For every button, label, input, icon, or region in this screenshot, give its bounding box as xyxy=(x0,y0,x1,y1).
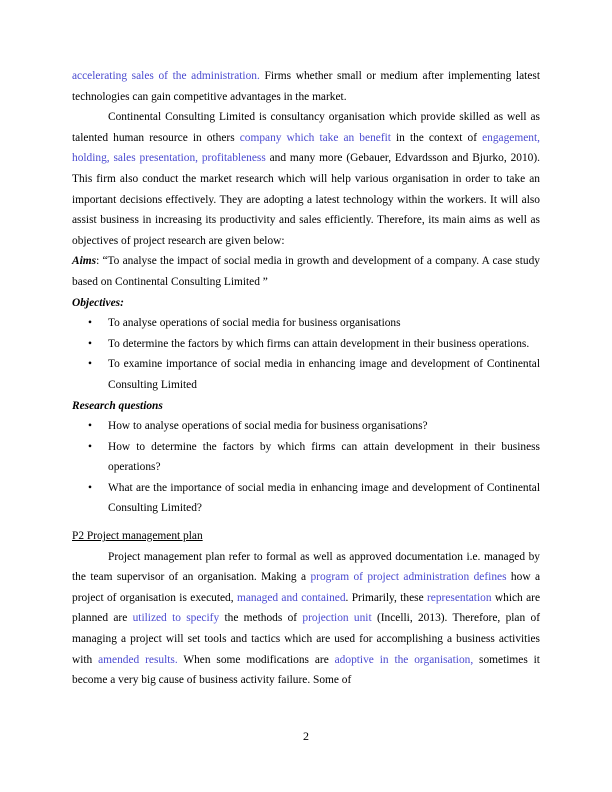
list-item: • How to determine the factors by which firms can attain development in their business operations? xyxy=(72,437,540,478)
text-run: Project management plan refer to formal as well as approved documentation i.e. managed by the team supervisor of an organisation. Making a xyxy=(72,550,540,584)
text-run: in the context of xyxy=(390,131,483,144)
highlighted-phrase: program of project administration defines xyxy=(310,571,507,584)
company-paragraph xyxy=(72,107,540,251)
highlighted-phrase: representation xyxy=(427,591,492,604)
list-item: • To examine importance of social media in enhancing image and development of Continental Consulting Limited xyxy=(72,354,540,395)
text-run: how a project of organisation is executed, xyxy=(72,571,541,604)
aims-text: : “To analyse the impact of social media in growth and development of a company. A case study based on Continental Consulting Limited ” xyxy=(72,255,540,288)
highlighted-phrase: managed and contained xyxy=(236,591,346,604)
aims-paragraph xyxy=(72,251,540,292)
text-run: Firms whether small or medium after implementing latest technologies can gain competitive advantages in the market. xyxy=(72,70,540,103)
highlighted-phrase: adoptive in the organisation, xyxy=(334,653,474,666)
text-run: Continental Consulting Limited is consultancy organisation which provide skilled as well as talented human resource in others xyxy=(72,111,540,144)
highlighted-phrase: company which take an benefit xyxy=(239,131,391,144)
highlighted-phrase: accelerating sales of the administration. xyxy=(72,70,260,82)
highlighted-phrase: amended results. xyxy=(98,653,178,666)
page-number: 2 xyxy=(303,729,309,743)
text-run: which are planned are xyxy=(72,591,540,625)
text-run: . Primarily, these xyxy=(345,591,427,604)
intro-paragraph xyxy=(72,66,540,107)
research-questions-list xyxy=(72,416,540,519)
highlighted-phrase: engagement, holding, sales presentation, profitableness xyxy=(72,131,540,165)
research-questions-heading: Research questions xyxy=(72,399,163,412)
text-run: (Incelli, 2013). Therefore, plan of managing a project will set tools and tactics which are used for accomplishing a business activities with xyxy=(72,612,540,666)
highlighted-phrase: utilized to specify xyxy=(132,612,220,625)
list-item: • How to analyse operations of social media for business organisations? xyxy=(72,416,540,437)
objectives-heading: Objectives: xyxy=(72,296,124,309)
text-run: the methods of xyxy=(219,612,303,625)
document-page xyxy=(72,66,540,691)
text-run: When some modifications are xyxy=(177,653,335,666)
highlighted-phrase: projection unit xyxy=(302,612,372,625)
list-item: • What are the importance of social media in enhancing image and development of Continental Consulting Limited? xyxy=(72,478,540,519)
text-run: and many more (Gebauer, Edvardsson and Bjurko, 2010). This firm also conduct the market research which will help various organisation in order to take an important decisions effectively. They are adopting a latest technology within the workers. It will also assist business in increasing its productivity and sales efficiently. Therefore, its main aims as well as objectives of project research are given below: xyxy=(72,152,540,247)
list-item: • To analyse operations of social media for business organisations xyxy=(72,313,540,334)
section-heading: P2 Project management plan xyxy=(72,530,203,543)
list-item: • To determine the factors by which firms can attain development in their business operations. xyxy=(72,334,540,355)
aims-label: Aims xyxy=(72,255,97,268)
objectives-list xyxy=(72,313,540,395)
text-run: sometimes it become a very big cause of business activity failure. Some of xyxy=(72,653,540,687)
plan-paragraph xyxy=(72,547,540,691)
